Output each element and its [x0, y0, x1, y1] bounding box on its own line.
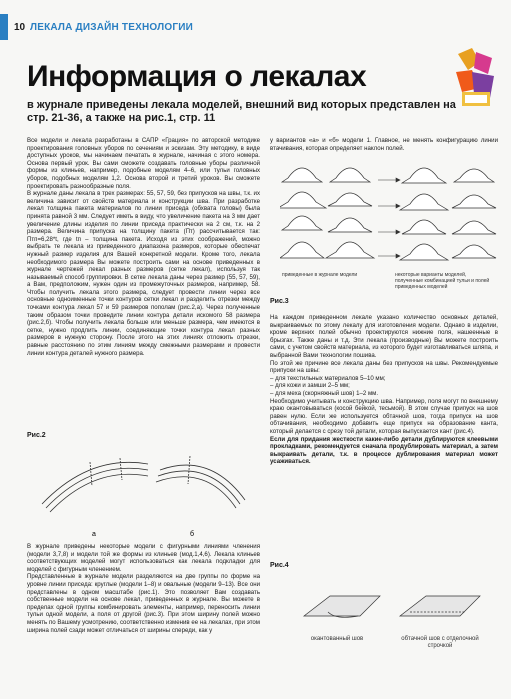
fig2-a-caption: а: [92, 531, 96, 538]
fig3-hats: [280, 158, 498, 270]
col2b-list-1: – для текстильных материалов 5–10 мм;: [270, 374, 386, 382]
fig2-label: Рис.2: [27, 432, 46, 439]
col2b-p1: На каждом приведенном лекале указано количество основных деталей, выкраиваемых по этому лекалу для изготовления модели. Однако в изделии, кроме верхних полей обычно проектируются нижние поля, нашеенные в брызгах. Также даны и т.д. Эти лекала (производные) Вы можете построить сами, с учетом свойств материала, из которого будет изготавливаться шляпа, и выбранной Вами технологии пошива.: [270, 314, 498, 359]
magazine-logo: [450, 48, 500, 112]
page-header: [0, 0, 511, 40]
fig4-caption-2: обтачной шов с отделочной строчкой: [401, 636, 479, 649]
col1b-body: В журнале приведены некоторые модели с фигурными линиями членения (модели 3,7,8) и модели той же формы из клиньев (мод.1,4,6). Лекала клиньев соответствующих моделей могут использоваться как лекала подкладки для моделей с фигурным членением. Представленные в журнале модели разделяются на две группы по форме на уровне линии приседа: круглые (модели 1–8) и овальные (модели 9–13). Все они представлены в одном масштабе (рис.1). Это позволяет Вам создавать собственные модели на основе лекал, приведенных в журнале. Вы можете в пределах одной группы комбинировать элементы, например, переносить линии тульи одной модели, а поля от другой (рис.3). При этом ширину полей можно менять по Вашему усмотрению, соответственно изменив ее на лекалах, при этом ширина полей сзади может отличаться от ширины спереди, как у: [27, 543, 260, 634]
col2b-p4: Если для придания жесткости какие-либо детали дублируются клеевыми прокладками, рекомендуется сначала продублировать материал, а затем выкраивать детали, т.к. в процессе дублирования материал может усаживаться.: [270, 435, 498, 466]
column-2b-text: [270, 314, 498, 466]
fig3-caption-right: некоторые варианты моделей, полученные комбинацией тульи и полей приведенных моделей: [395, 272, 490, 290]
col1-body: Все модели и лекала разработаны в САПР «Грация» по авторской методике проектирования головных уборов по сечениям и эскизам. Эту методику, в виде доступных уроков, мы начинаем печатать в журнале, начиная с этого номера. Основа первый урок. Вы сами сможете создавать головные уборы различной формы из клиньев, например, подобные моделям 4–6, или тульи головных уборов, подобных моделям 1,2. Основа второй и третий уроков. Вы сможете проектировать разнообразные поля. В журнале даны лекала в трех размерах: 55, 57, 59, без припусков на швы, т.к. их величина зависит от свойств материала и конструкции шва. При разработке лекал толщина пакета материалов по линии приседа (обхвата головы) была принята равной 3 мм. Следует иметь в виду, что увеличение пакета на 3 мм дает увеличение длины изделия по линии приседа практически на 2 см, т.к. на 2 размера. Величина припуска на толщину пакета (Пт) рассчитывается так: Птп=6,28*t, где tп – толщина пакета. Исходя из этих соображений, можно выбрать те лекала из приведенного диапазона размеров, которые обеспечат нужный размер изделия для Вашей конкретной модели. Кроме того, лекала необходимого размера Вы можете построить сами на основе приведенных в журнале чертежей лекал разных размеров (сетке лекал), используя так называемый способ группировки. В сетке лекала даны через размер (55, 57, 59), а Вам, предположим, нужен один из промежуточных размеров, например, 58. Чтобы получить лекала этого размера, следует провести линии через все основные одноименные точки контуров сетки лекал и разделить отрезки между точками контура лекал 57 и 59 размеров пополам (рис.2,а). Через полученные таким образом точки проведите линии контура детали искомого 58 размера (рис.2,б). Чтобы получить лекала больше или меньше размера, чем имеются в сетке, нужно продлить линии, соединяющие точки контура лекал разных размеров в нужную сторону. После этого на этих линиях отложить отрезки, равные расстоянию по этим линиям между смежными размерами и провести линии контура деталей нужного размера.: [27, 137, 260, 357]
col2b-p2: По этой же причине все лекала даны без припусков на швы. Рекомендуемые припуски на швы:: [270, 359, 498, 375]
fig3-caption-left: приведенные в журнале модели: [282, 272, 358, 278]
fig4-label: Рис.4: [270, 562, 289, 569]
col2b-list-2: – для кожи и замши 2–5 мм;: [270, 382, 350, 390]
col2-intro: у вариантов «а» и «б» модели 1. Главное, не менять конфигурацию линии втачивания, которая определяет наклон полей.: [270, 137, 498, 152]
column-2-text: [270, 137, 498, 152]
fig4-seams: [300, 586, 490, 632]
fig2-b-caption: б: [190, 531, 195, 538]
article-title: Информация о лекалах: [27, 60, 367, 93]
article-subtitle: в журнале приведены лекала моделей, внешний вид которых представлен на стр. 21-36, а также на рис.1, стр. 11: [27, 99, 456, 124]
fig3-label: Рис.3: [270, 298, 289, 305]
column-1-text: [27, 137, 260, 357]
section-title: ЛЕКАЛА ДИЗАЙН ТЕХНОЛОГИИ: [30, 22, 193, 33]
page-number: 10: [14, 22, 26, 33]
col2b-list-3: – для меха (скорняжный шов) 1–2 мм.: [270, 389, 379, 397]
fig2-figure: [40, 444, 250, 540]
fig4-caption-1: окантованный шов: [310, 636, 364, 642]
header-accent-bar: [0, 14, 8, 40]
col2b-p3: Необходимо учитывать и конструкцию шва. Например, поля могут по внешнему краю окантовываться (косой бейкой, тесьмой). В этом случае припуск на шов равен нулю. Если же используется обтачной шов, тогда припуск на шов обтачивания, необходимо добавить еще припуск на образование канта, который делается с срезу той детали, которая выпускается кант (рис.4).: [270, 397, 498, 435]
column-1b-text: [27, 543, 260, 634]
